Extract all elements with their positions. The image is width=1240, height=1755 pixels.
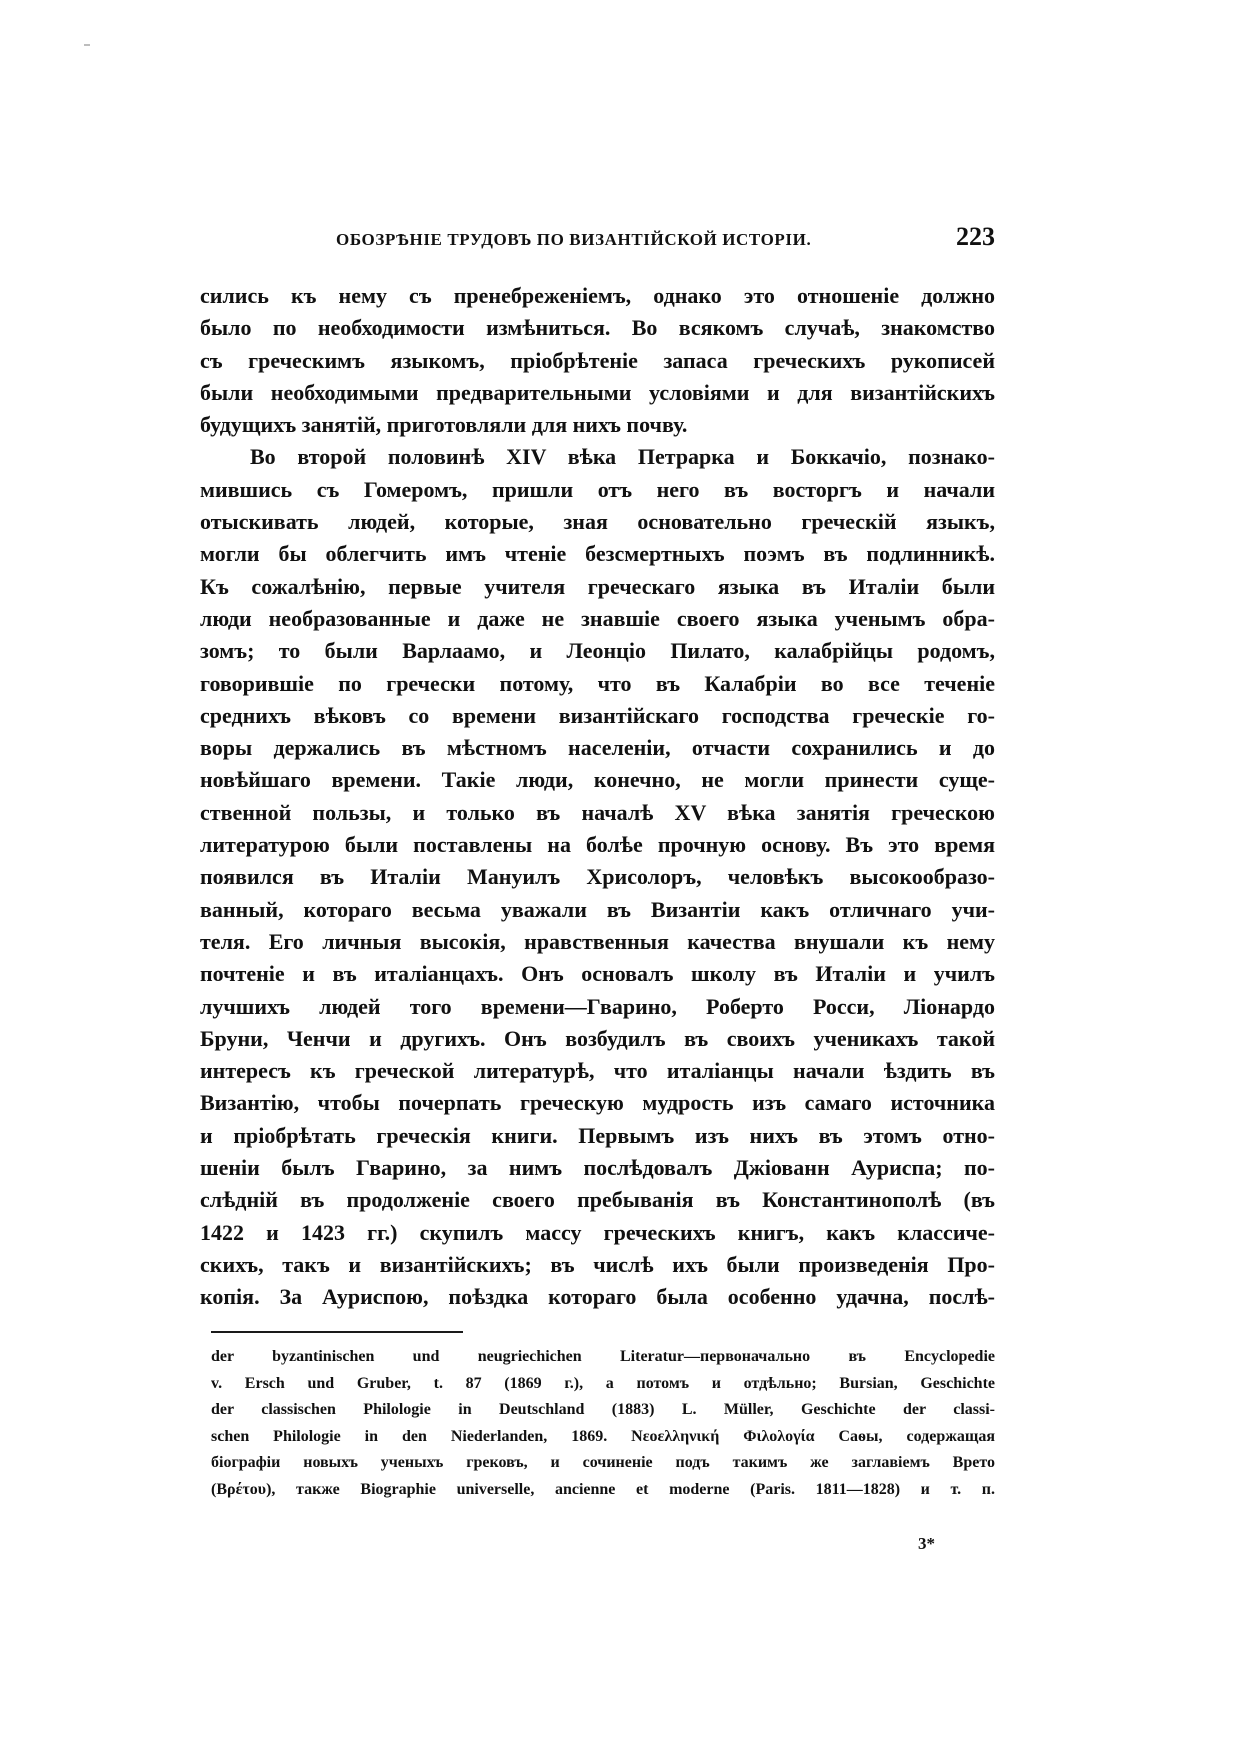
text-line: были необходимыми предварительными условіями и для византійскихъ: [200, 379, 995, 405]
text-line: воры держались въ мѣстномъ населеніи, отчасти сохранились и до: [200, 735, 995, 761]
footnote-line: schen Philologie in den Niederlanden, 1869. Νεοελληνική Φιλολογία Саѳы, содержащая: [211, 1427, 995, 1445]
footnote-rule: [211, 1331, 463, 1333]
body-text: [200, 280, 995, 1314]
text-line: почтеніе и въ италіанцахъ. Онъ основалъ школу въ Италіи и училъ: [200, 961, 995, 987]
text-line: появился въ Италіи Мануилъ Хрисолоръ, человѣкъ высокообразо-: [200, 864, 995, 890]
text-line: Бруни, Ченчи и другихъ. Онъ возбудилъ въ своихъ ученикахъ такой: [200, 1025, 995, 1051]
footnote-line: (Βρέτου), также Biographie universelle, ancienne et moderne (Paris. 1811—1828) и т. п.: [211, 1480, 995, 1498]
text-line: новѣйшаго времени. Такіе люди, конечно, не могли принести суще-: [200, 767, 995, 793]
text-line: скихъ, такъ и византійскихъ; въ числѣ ихъ были произведенія Про-: [200, 1251, 995, 1277]
scan-artifact: [84, 44, 90, 46]
text-line: 1422 и 1423 гг.) скупилъ массу греческихъ книгъ, какъ классиче-: [200, 1219, 995, 1245]
text-line: было по необходимости измѣниться. Во всякомъ случаѣ, знакомство: [200, 315, 995, 341]
text-line: съ греческимъ языкомъ, пріобрѣтеніе запаса греческихъ рукописей: [200, 347, 995, 373]
text-line: люди необразованные и даже не знавшіе своего языка ученымъ обра-: [200, 605, 995, 631]
footnote-line: біографіи новыхъ ученыхъ грековъ, и сочиненіе подъ такимъ же заглавіемъ Врето: [211, 1454, 995, 1472]
text-line: среднихъ вѣковъ со времени византійскаго господства греческіе го-: [200, 702, 995, 728]
footnote-line: v. Ersch und Gruber, t. 87 (1869 г.), а потомъ и отдѣльно; Bursian, Geschichte: [211, 1374, 995, 1392]
text-line: Къ сожалѣнію, первые учителя греческаго языка въ Италіи были: [200, 573, 995, 599]
text-line: будущихъ занятій, приготовляли для нихъ почву.: [200, 412, 688, 438]
text-line: ванный, котораго весьма уважали въ Византіи какъ отличнаго учи-: [200, 896, 995, 922]
text-line: лучшихъ людей того времени—Гварино, Роберто Росси, Ліонардо: [200, 993, 995, 1019]
text-line: слѣдній въ продолженіе своего пребыванія въ Константинополѣ (въ: [200, 1187, 995, 1213]
text-line: Византію, чтобы почерпать греческую мудрость изъ самаго источника: [200, 1090, 995, 1116]
footnote-line: der classischen Philologie in Deutschland (1883) L. Müller, Geschichte der classi-: [211, 1401, 995, 1419]
text-line: зомъ; то были Варлаамо, и Леонціо Пилато, калабрійцы родомъ,: [200, 638, 995, 664]
signature-mark: 3*: [918, 1534, 935, 1553]
running-head: [200, 222, 995, 262]
text-line: копія. За Ауриспою, поѣздка котораго была особенно удачна, послѣ-: [200, 1284, 995, 1310]
text-line: и пріобрѣтать греческія книги. Первымъ изъ нихъ въ этомъ отно-: [200, 1122, 995, 1148]
text-line: Во второй половинѣ XIV вѣка Петрарка и Боккачіо, познако-: [250, 444, 995, 470]
footnote-line: der byzantinischen und neugriechichen Literatur—первоначально въ Encyclopedie: [211, 1348, 995, 1365]
text-line: теля. Его личныя высокія, нравственныя качества внушали къ нему: [200, 928, 995, 954]
text-line: шеніи былъ Гварино, за нимъ послѣдовалъ Джіованн Ауриспа; по-: [200, 1155, 995, 1181]
text-line: сились къ нему съ пренебреженіемъ, однако это отношеніе должно: [200, 283, 995, 308]
text-line: интересъ къ греческой литературѣ, что италіанцы начали ѣздить въ: [200, 1058, 995, 1084]
text-line: литературою были поставлены на болѣе прочную основу. Въ это время: [200, 832, 995, 858]
page-number: 223: [956, 222, 995, 251]
running-title: ОБОЗРѢНІЕ ТРУДОВЪ ПО ВИЗАНТІЙСКОЙ ИСТОРІИ.: [336, 230, 812, 249]
text-line: ственной пользы, и только въ началѣ XV вѣка занятія греческою: [200, 799, 995, 825]
text-line: мившись съ Гомеромъ, пришли отъ него въ восторгъ и начали: [200, 476, 995, 502]
text-line: говорившіе по гречески потому, что въ Калабріи во все теченіе: [200, 670, 995, 696]
footnotes: [211, 1344, 995, 1504]
text-line: отыскивать людей, которые, зная основательно греческій языкъ,: [200, 509, 995, 535]
text-line: могли бы облегчить имъ чтеніе безсмертныхъ поэмъ въ подлинникѣ.: [200, 541, 995, 567]
